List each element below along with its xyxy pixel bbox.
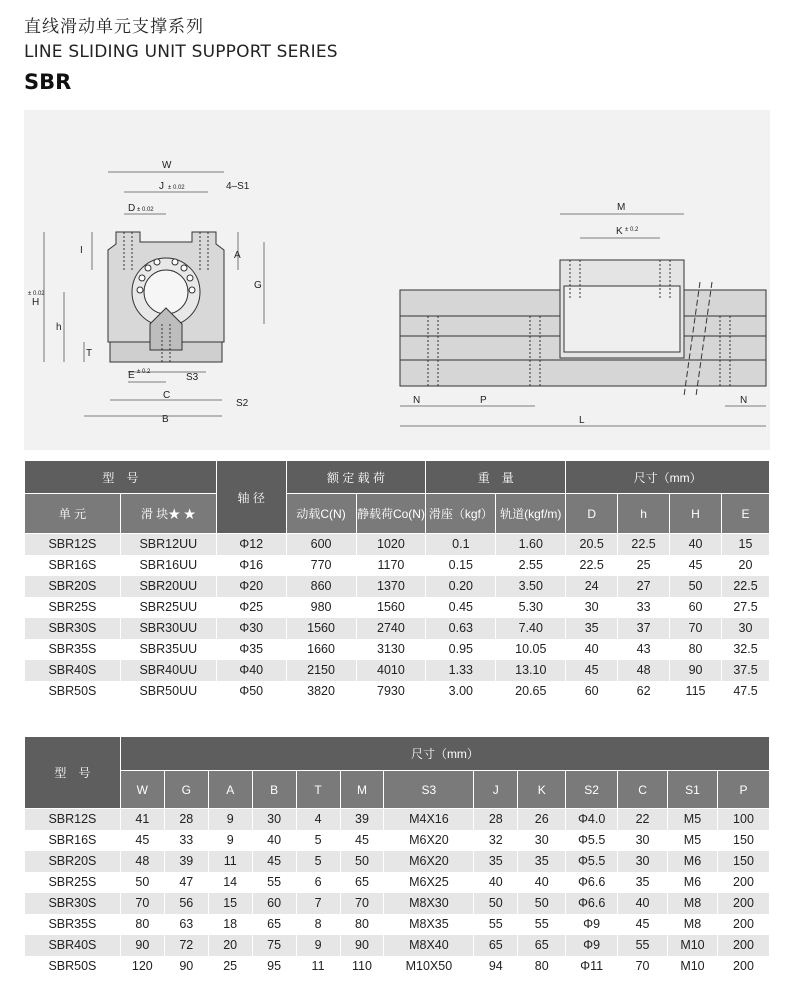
header-col-b: B [252, 771, 296, 809]
table-cell: Φ20 [216, 576, 286, 597]
table-cell: 65 [252, 914, 296, 935]
dim-T: T [86, 348, 93, 359]
header-col-p: P [717, 771, 769, 809]
table-cell: 0.1 [426, 534, 496, 555]
table-cell: SBR16UU [120, 555, 216, 576]
table-cell: 45 [340, 830, 384, 851]
table-cell: 30 [618, 851, 668, 872]
table-cell: 65 [340, 872, 384, 893]
dim-N-right: N [740, 395, 748, 406]
table-cell: 32.5 [721, 639, 769, 660]
table-cell: 22.5 [566, 555, 618, 576]
table-cell: 70 [120, 893, 164, 914]
table-cell: SBR30UU [120, 618, 216, 639]
table-cell: 1.33 [426, 660, 496, 681]
table-cell: 1.60 [496, 534, 566, 555]
spec-table-dimensions [24, 736, 770, 977]
table-cell: 63 [164, 914, 208, 935]
table-cell: 10.05 [496, 639, 566, 660]
dim-S2: S2 [236, 398, 249, 409]
table-cell: 45 [670, 555, 722, 576]
table-cell: 7 [296, 893, 340, 914]
technical-drawing-panel [24, 110, 770, 450]
table-cell: Φ12 [216, 534, 286, 555]
table-cell: 7930 [356, 681, 426, 702]
table-cell: 25 [208, 956, 252, 977]
table-cell: SBR35S [25, 639, 121, 660]
table-cell: 5 [296, 830, 340, 851]
table-cell: 27.5 [721, 597, 769, 618]
table-cell: 45 [618, 914, 668, 935]
table-cell: 5 [296, 851, 340, 872]
dim-E: E [128, 370, 135, 381]
table-cell: 32 [474, 830, 518, 851]
table-cell: 40 [518, 872, 566, 893]
dim-I: I [80, 245, 83, 256]
table-cell: 70 [340, 893, 384, 914]
table-cell: 60 [566, 681, 618, 702]
table-cell: 14 [208, 872, 252, 893]
dim-J: J [159, 181, 164, 192]
dim-D-tol: ± 0.02 [137, 207, 154, 213]
table-row [25, 618, 770, 639]
table-cell: 0.95 [426, 639, 496, 660]
table-cell: M6 [668, 872, 718, 893]
table-cell: 770 [286, 555, 356, 576]
table-row [25, 935, 770, 956]
table-cell: 80 [518, 956, 566, 977]
table-cell: 115 [670, 681, 722, 702]
table-cell: 70 [618, 956, 668, 977]
dim-J-tol: ± 0.02 [168, 185, 185, 191]
header-static-load: 静载荷Co(N) [356, 494, 426, 534]
table-cell: 40 [252, 830, 296, 851]
table-cell: 120 [120, 956, 164, 977]
table-cell: Φ11 [566, 956, 618, 977]
table-cell: 35 [566, 618, 618, 639]
table-cell: 37.5 [721, 660, 769, 681]
table-cell: 1370 [356, 576, 426, 597]
header-col-c: C [618, 771, 668, 809]
dim-S1: 4–S1 [226, 181, 250, 192]
table-cell: 41 [120, 809, 164, 830]
table-cell: 60 [252, 893, 296, 914]
table-cell: 980 [286, 597, 356, 618]
table-cell: 94 [474, 956, 518, 977]
table-row [25, 597, 770, 618]
table-row [25, 830, 770, 851]
table-cell: 62 [618, 681, 670, 702]
table-cell: SBR12S [25, 534, 121, 555]
table-cell: 200 [717, 893, 769, 914]
table-cell: SBR16S [25, 830, 121, 851]
table-cell: M4X16 [384, 809, 474, 830]
table-cell: 30 [566, 597, 618, 618]
table-cell: 50 [518, 893, 566, 914]
table-cell: 55 [252, 872, 296, 893]
table-cell: SBR40S [25, 935, 121, 956]
table-cell: 100 [717, 809, 769, 830]
table-cell: SBR20S [25, 851, 121, 872]
table-row [25, 534, 770, 555]
table2-body [25, 809, 770, 977]
table-cell: 2150 [286, 660, 356, 681]
table-cell: 55 [518, 914, 566, 935]
table-cell: 39 [164, 851, 208, 872]
table-cell: 3.50 [496, 576, 566, 597]
table-cell: 6 [296, 872, 340, 893]
table-cell: 60 [670, 597, 722, 618]
table-cell: Φ5.5 [566, 830, 618, 851]
table-cell: 1170 [356, 555, 426, 576]
table-cell: 0.63 [426, 618, 496, 639]
table-cell: 20 [208, 935, 252, 956]
table-cell: 45 [566, 660, 618, 681]
table-cell: 0.15 [426, 555, 496, 576]
header-col-t: T [296, 771, 340, 809]
dim-A: A [234, 250, 241, 261]
table-cell: 56 [164, 893, 208, 914]
table-cell: M10X50 [384, 956, 474, 977]
table-cell: Φ6.6 [566, 893, 618, 914]
table-cell: 20 [721, 555, 769, 576]
header-model: 型 号 [25, 461, 217, 494]
table-cell: 75 [252, 935, 296, 956]
table-cell: 35 [518, 851, 566, 872]
side-view [400, 202, 766, 426]
table-cell: 1560 [286, 618, 356, 639]
table-cell: 5.30 [496, 597, 566, 618]
dim-M: M [617, 202, 626, 213]
table-row [25, 555, 770, 576]
table-cell: 1560 [356, 597, 426, 618]
table-cell: SBR40S [25, 660, 121, 681]
table-cell: 15 [208, 893, 252, 914]
table-row [25, 851, 770, 872]
table-cell: 110 [340, 956, 384, 977]
dim-D: D [128, 203, 136, 214]
table-cell: 65 [518, 935, 566, 956]
table-cell: Φ35 [216, 639, 286, 660]
table-cell: 50 [474, 893, 518, 914]
table-cell: 600 [286, 534, 356, 555]
table-cell: 3.00 [426, 681, 496, 702]
header-col-k: K [518, 771, 566, 809]
table-cell: 30 [518, 830, 566, 851]
table-cell: 28 [474, 809, 518, 830]
table-cell: 0.20 [426, 576, 496, 597]
table-cell: SBR12UU [120, 534, 216, 555]
table-cell: 45 [252, 851, 296, 872]
header-slide-weight: 滑座（kgf） [426, 494, 496, 534]
table-cell: M8 [668, 893, 718, 914]
header-D: D [566, 494, 618, 534]
table-cell: 80 [670, 639, 722, 660]
table-cell: M8X30 [384, 893, 474, 914]
table-cell: 3820 [286, 681, 356, 702]
series-name: SBR [24, 70, 72, 94]
table-cell: 11 [208, 851, 252, 872]
table-cell: 33 [618, 597, 670, 618]
table-cell: M6 [668, 851, 718, 872]
table-cell: 200 [717, 956, 769, 977]
table-cell: SBR50UU [120, 681, 216, 702]
table-cell: Φ50 [216, 681, 286, 702]
table-cell: SBR50S [25, 681, 121, 702]
header-H: H [670, 494, 722, 534]
table-cell: 18 [208, 914, 252, 935]
table-cell: SBR25S [25, 597, 121, 618]
table-row [25, 914, 770, 935]
table-cell: 20.5 [566, 534, 618, 555]
table-cell: Φ9 [566, 914, 618, 935]
table-cell: M8 [668, 914, 718, 935]
table-cell: SBR35S [25, 914, 121, 935]
table-cell: SBR35UU [120, 639, 216, 660]
header-col-a: A [208, 771, 252, 809]
table-cell: SBR16S [25, 555, 121, 576]
dim-E-tol: ± 0.2 [137, 369, 151, 375]
dim-H-tol: ± 0.02 [28, 291, 45, 297]
header-E: E [721, 494, 769, 534]
table-row [25, 956, 770, 977]
table-cell: 80 [120, 914, 164, 935]
table-cell: M6X20 [384, 851, 474, 872]
table-cell: 90 [164, 956, 208, 977]
dim-N-left: N [413, 395, 421, 406]
table-cell: 4 [296, 809, 340, 830]
spec-table-load [24, 460, 770, 702]
table-cell: 90 [340, 935, 384, 956]
table-cell: 50 [670, 576, 722, 597]
table-cell: 9 [296, 935, 340, 956]
table-cell: 55 [474, 914, 518, 935]
cross-section-view [28, 160, 264, 425]
table-cell: 90 [120, 935, 164, 956]
table-cell: 200 [717, 914, 769, 935]
table-cell: Φ4.0 [566, 809, 618, 830]
dim-K: K [616, 226, 623, 237]
header-dynamic-load: 动载C(N) [286, 494, 356, 534]
table-cell: SBR25S [25, 872, 121, 893]
header-col-m: M [340, 771, 384, 809]
dim-S3: S3 [186, 372, 199, 383]
table-cell: 70 [670, 618, 722, 639]
table-cell: 37 [618, 618, 670, 639]
table-cell: Φ9 [566, 935, 618, 956]
table-cell: 48 [618, 660, 670, 681]
table-cell: 35 [474, 851, 518, 872]
header-h: h [618, 494, 670, 534]
header-rated-load: 额 定 载 荷 [286, 461, 426, 494]
table-cell: 0.45 [426, 597, 496, 618]
table-row [25, 639, 770, 660]
table-cell: 47.5 [721, 681, 769, 702]
table-cell: 40 [618, 893, 668, 914]
table-cell: SBR50S [25, 956, 121, 977]
table-cell: SBR30S [25, 618, 121, 639]
table-cell: SBR20UU [120, 576, 216, 597]
table-cell: Φ40 [216, 660, 286, 681]
dim-C: C [163, 390, 171, 401]
table-cell: 25 [618, 555, 670, 576]
table-row [25, 809, 770, 830]
table-cell: 24 [566, 576, 618, 597]
table-cell: Φ6.6 [566, 872, 618, 893]
title-english: LINE SLIDING UNIT SUPPORT SERIES [24, 42, 338, 62]
header-model-2: 型 号 [25, 737, 121, 809]
technical-drawing [24, 110, 770, 450]
table-cell: 2740 [356, 618, 426, 639]
header-rail-weight: 轨道(kgf/m) [496, 494, 566, 534]
table-cell: 200 [717, 935, 769, 956]
table-cell: 43 [618, 639, 670, 660]
table-cell: 55 [618, 935, 668, 956]
table-cell: 13.10 [496, 660, 566, 681]
table-cell: 40 [566, 639, 618, 660]
dim-G: G [254, 280, 262, 291]
table-cell: SBR20S [25, 576, 121, 597]
table-cell: 40 [670, 534, 722, 555]
table-cell: 1660 [286, 639, 356, 660]
header-col-s1: S1 [668, 771, 718, 809]
table-row [25, 681, 770, 702]
table-cell: SBR30S [25, 893, 121, 914]
table-cell: 7.40 [496, 618, 566, 639]
table-cell: 95 [252, 956, 296, 977]
table-cell: 30 [618, 830, 668, 851]
table-cell: 15 [721, 534, 769, 555]
table-cell: 33 [164, 830, 208, 851]
table-cell: 27 [618, 576, 670, 597]
table-cell: 40 [474, 872, 518, 893]
dim-W: W [162, 160, 172, 171]
header-col-s2: S2 [566, 771, 618, 809]
table-row [25, 872, 770, 893]
table-cell: Φ30 [216, 618, 286, 639]
dim-h: h [56, 322, 62, 333]
table-cell: 11 [296, 956, 340, 977]
table-cell: 22.5 [721, 576, 769, 597]
table-cell: 65 [474, 935, 518, 956]
dim-L: L [579, 415, 585, 426]
header-col-s3: S3 [384, 771, 474, 809]
dim-H: H [32, 297, 40, 308]
table-cell: Φ5.5 [566, 851, 618, 872]
header-col-j: J [474, 771, 518, 809]
header-size-2: 尺寸（mm） [120, 737, 769, 771]
table-cell: 47 [164, 872, 208, 893]
table1-body [25, 534, 770, 702]
table-cell: 80 [340, 914, 384, 935]
table-cell: 860 [286, 576, 356, 597]
table-cell: M5 [668, 809, 718, 830]
table-cell: M8X35 [384, 914, 474, 935]
table-cell: 30 [721, 618, 769, 639]
table-cell: 150 [717, 830, 769, 851]
table-cell: 72 [164, 935, 208, 956]
table-cell: 1020 [356, 534, 426, 555]
table-cell: 9 [208, 830, 252, 851]
table-cell: SBR12S [25, 809, 121, 830]
table-cell: 50 [120, 872, 164, 893]
table-cell: M8X40 [384, 935, 474, 956]
table-cell: 26 [518, 809, 566, 830]
dim-K-tol: ± 0.2 [625, 227, 639, 233]
table-cell: 4010 [356, 660, 426, 681]
table-row [25, 576, 770, 597]
table-cell: 3130 [356, 639, 426, 660]
header-size: 尺寸（mm） [566, 461, 770, 494]
dim-B: B [162, 414, 169, 425]
table-cell: 22 [618, 809, 668, 830]
table-cell: 8 [296, 914, 340, 935]
header-unit: 单 元 [25, 494, 121, 534]
table-cell: 28 [164, 809, 208, 830]
table-cell: 39 [340, 809, 384, 830]
table-cell: Φ25 [216, 597, 286, 618]
table-cell: 200 [717, 872, 769, 893]
table-cell: 35 [618, 872, 668, 893]
table-cell: 150 [717, 851, 769, 872]
table-row [25, 893, 770, 914]
table-cell: SBR40UU [120, 660, 216, 681]
table-cell: 50 [340, 851, 384, 872]
table-row [25, 660, 770, 681]
header-block: 滑 块★ ★ [120, 494, 216, 534]
table-cell: 30 [252, 809, 296, 830]
table-cell: 90 [670, 660, 722, 681]
dim-P: P [480, 395, 487, 406]
table-cell: Φ16 [216, 555, 286, 576]
title-chinese: 直线滑动单元支撑系列 [24, 17, 204, 37]
header-col-g: G [164, 771, 208, 809]
table-cell: 9 [208, 809, 252, 830]
table-cell: 22.5 [618, 534, 670, 555]
table-cell: 48 [120, 851, 164, 872]
table-cell: M10 [668, 935, 718, 956]
table-cell: M6X20 [384, 830, 474, 851]
table-cell: SBR25UU [120, 597, 216, 618]
header-col-w: W [120, 771, 164, 809]
table-cell: 45 [120, 830, 164, 851]
table-cell: M6X25 [384, 872, 474, 893]
table-cell: M10 [668, 956, 718, 977]
header-shaft: 轴 径 [216, 461, 286, 534]
table-cell: 2.55 [496, 555, 566, 576]
table-cell: M5 [668, 830, 718, 851]
header-weight: 重 量 [426, 461, 566, 494]
table-cell: 20.65 [496, 681, 566, 702]
